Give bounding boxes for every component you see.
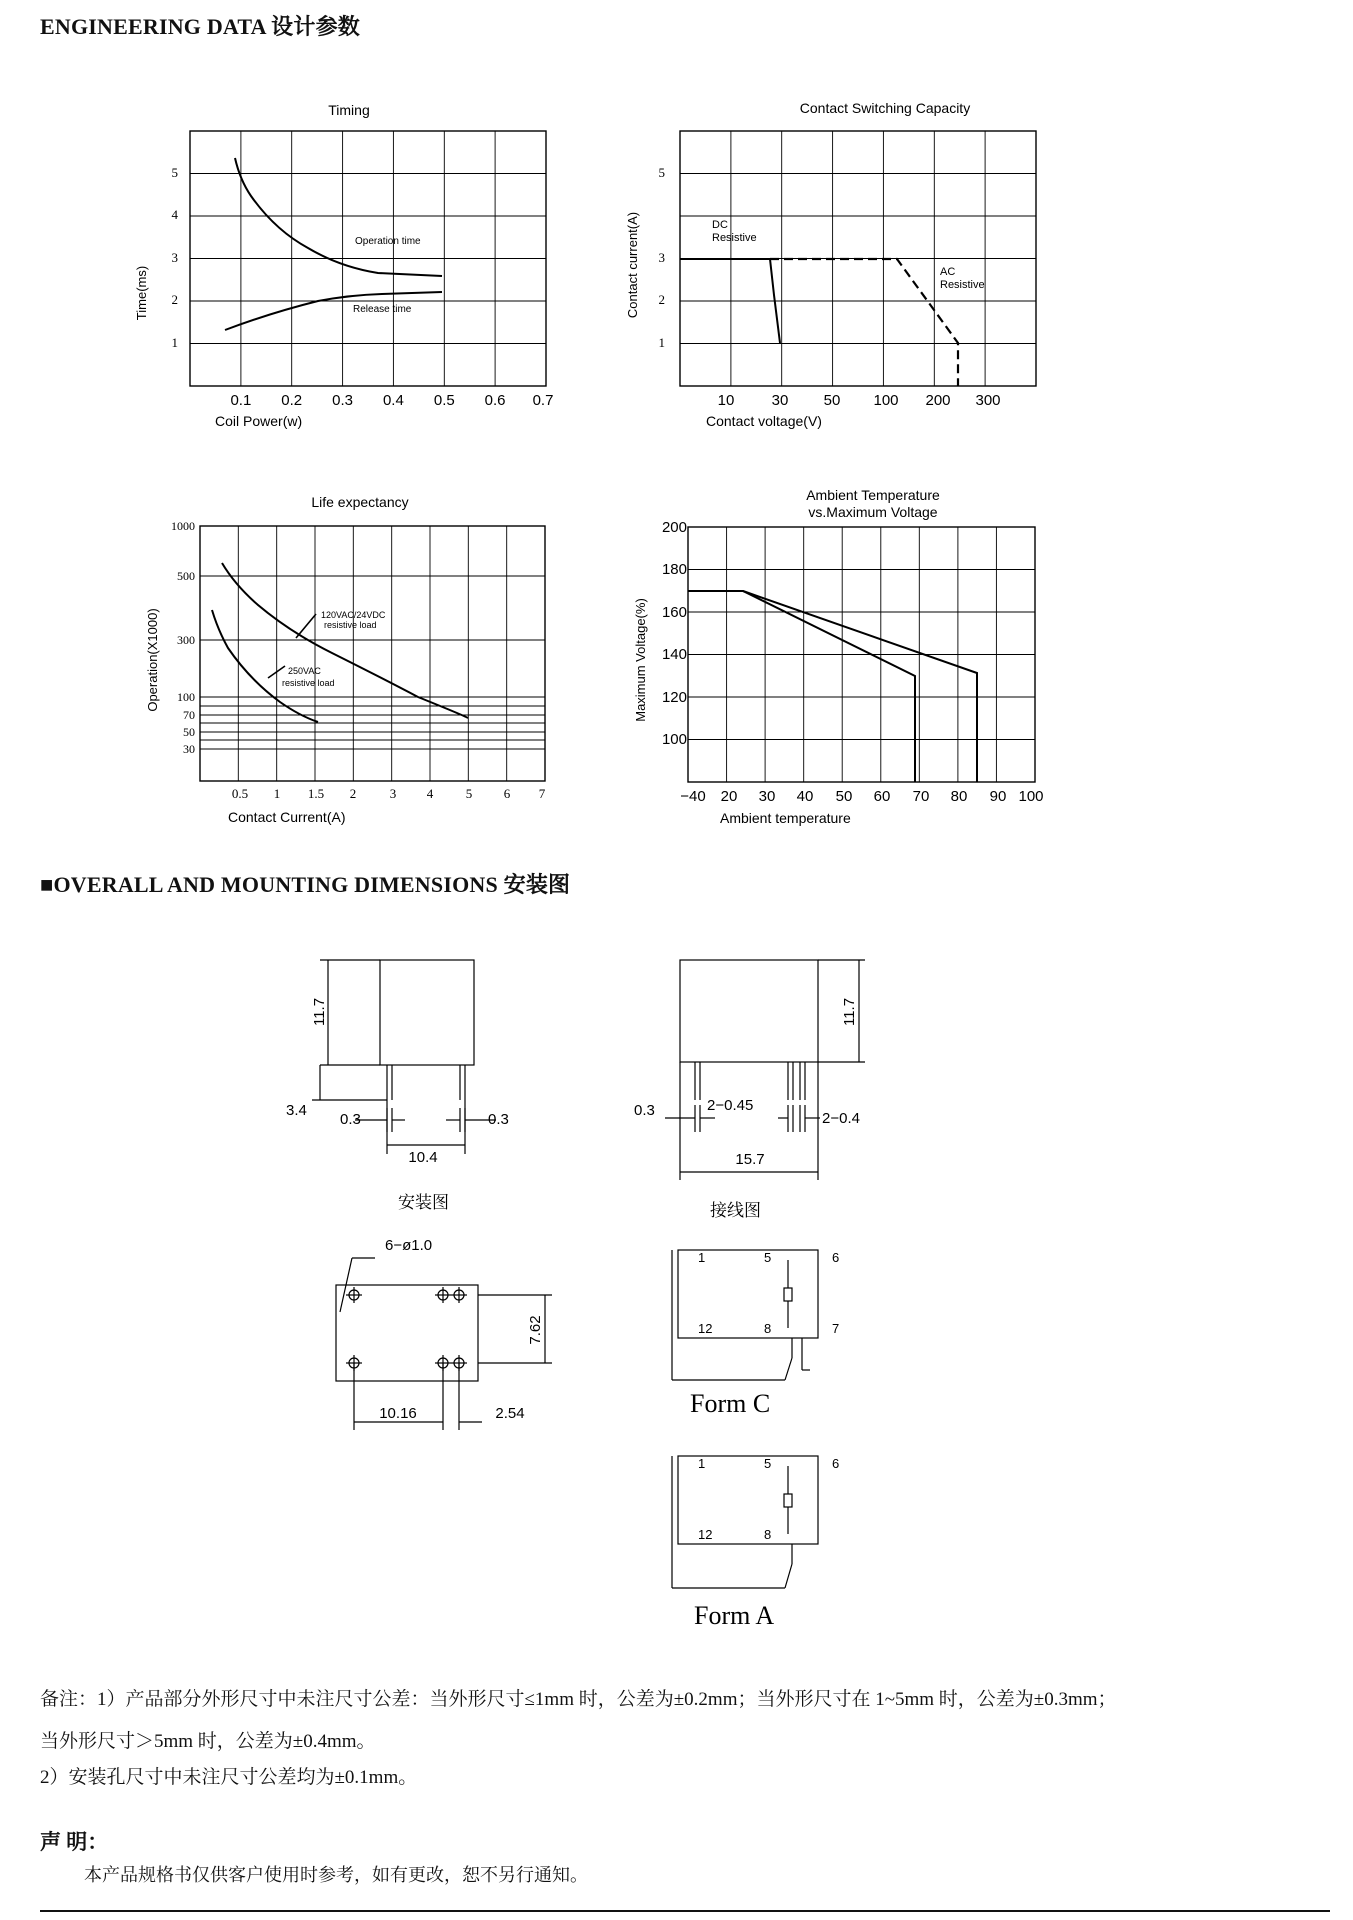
timing-ytick: 1	[171, 335, 178, 350]
ambient-temperature-chart	[625, 485, 1055, 830]
dimensions-title: ■OVERALL AND MOUNTING DIMENSIONS 安装图	[40, 872, 571, 897]
life-title: Life expectancy	[311, 494, 409, 510]
dim-holes: 6−ø1.0	[385, 1237, 433, 1254]
footer-rule	[40, 1910, 1330, 1912]
switching-title: Contact Switching Capacity	[799, 100, 971, 116]
form-c-diagram	[672, 1250, 818, 1380]
ambient-xtick: 60	[873, 788, 891, 805]
ambient-xtick: 30	[758, 788, 776, 805]
form-a-diagram	[672, 1456, 818, 1588]
dim-2-045: 2−0.45	[707, 1097, 754, 1114]
life-ytick: 1000	[171, 519, 195, 533]
timing-title: Timing	[328, 102, 370, 118]
life-120vac-line	[222, 563, 468, 718]
switching-xtick: 30	[771, 392, 789, 409]
dim-height-left: 11.7	[311, 997, 328, 1027]
dim-2-04: 2−0.4	[822, 1110, 860, 1127]
switching-ytick: 2	[658, 292, 665, 307]
life-xtick: 4	[426, 786, 434, 801]
note-line-1: 备注：1）产品部分外形尺寸中未注尺寸公差：当外形尺寸≤1mm 时，公差为±0.2mm；当外形尺寸在 1~5mm 时，公差为±0.3mm；	[40, 1689, 1117, 1710]
ac-resistive-line	[770, 259, 958, 386]
timing-xtick: 0.2	[281, 392, 303, 409]
switching-xtick: 10	[717, 392, 735, 409]
timing-ytick: 4	[171, 207, 178, 222]
timing-ytick: 5	[171, 165, 178, 180]
timing-xtick: 0.6	[484, 392, 506, 409]
life-ytick: 50	[183, 725, 195, 739]
switching-ytick: 3	[658, 250, 665, 265]
life-xtick: 2	[349, 786, 357, 801]
timing-xtick: 0.1	[230, 392, 252, 409]
declaration-title: 声 明：	[40, 1830, 109, 1854]
ambient-ytick: 160	[661, 604, 687, 621]
life-expectancy-chart	[120, 490, 580, 830]
dim-0-3-front: 0.3	[634, 1102, 655, 1119]
dim-height-right: 11.7	[841, 997, 858, 1027]
ambient-xtick: 20	[720, 788, 738, 805]
life-xtick: 6	[503, 786, 511, 801]
switching-xtick: 200	[925, 392, 951, 409]
timing-ylabel: Time(ms)	[134, 265, 149, 321]
ambient-xtick: −40	[680, 788, 706, 805]
formc-pin: 7	[832, 1321, 840, 1336]
life-xtick: 1	[273, 786, 281, 801]
relay-front-body	[680, 960, 818, 1062]
switching-xtick: 50	[823, 392, 841, 409]
life-ytick: 100	[177, 690, 195, 704]
ac-label-1: AC	[940, 266, 956, 278]
ambient-line-86	[743, 591, 977, 782]
life-annot-1: 120VAC/24VDC	[321, 610, 386, 620]
life-xlabel: Contact Current(A)	[228, 809, 346, 825]
life-xtick: 7	[538, 786, 546, 801]
relay-side-body	[380, 960, 474, 1065]
note-line-2: 当外形尺寸＞5mm 时，公差为±0.4mm。	[40, 1731, 376, 1752]
ambient-ytick: 180	[661, 561, 687, 578]
ambient-ytick: 100	[661, 731, 687, 748]
formc-pin: 6	[832, 1250, 840, 1265]
life-ytick: 70	[183, 708, 195, 722]
timing-operation-label: Operation time	[355, 236, 421, 247]
engineering-data-title: ENGINEERING DATA 设计参数	[40, 14, 360, 39]
ambient-ytick: 140	[661, 646, 687, 663]
note-line-3: 2）安装孔尺寸中未注尺寸公差均为±0.1mm。	[40, 1767, 418, 1788]
life-xtick: 5	[465, 786, 473, 801]
switching-xlabel: Contact voltage(V)	[706, 413, 822, 429]
life-xtick: 3	[389, 786, 397, 801]
ambient-ylabel: Maximum Voltage(%)	[633, 598, 648, 722]
formc-pin: 12	[698, 1321, 713, 1336]
life-xtick: 0.5	[231, 786, 249, 801]
ambient-xlabel: Ambient temperature	[720, 810, 851, 826]
timing-release-label: Release time	[353, 304, 412, 315]
caption-wiring: 接线图	[710, 1201, 761, 1220]
forma-pin: 5	[764, 1456, 772, 1471]
caption-mounting: 安装图	[398, 1193, 449, 1212]
timing-xlabel: Coil Power(w)	[215, 413, 303, 429]
ambient-ytick: 200	[661, 519, 687, 536]
switching-xtick: 300	[975, 392, 1001, 409]
dim-0-3-left: 0.3	[340, 1111, 361, 1128]
ambient-xtick: 70	[912, 788, 930, 805]
life-annot-3: 250VAC	[288, 666, 321, 676]
ambient-ytick: 120	[661, 689, 687, 706]
dim-2-54: 2.54	[495, 1405, 525, 1422]
timing-xtick: 0.5	[433, 392, 455, 409]
life-ytick: 300	[177, 633, 195, 647]
forma-pin: 1	[698, 1456, 706, 1471]
mounting-holes	[346, 1287, 467, 1371]
life-annot-4: resistive load	[282, 678, 335, 688]
ambient-title-2: vs.Maximum Voltage	[808, 504, 938, 520]
timing-ytick: 3	[171, 250, 178, 265]
dim-0-3-right: 0.3	[488, 1111, 509, 1128]
dc-label-1: DC	[712, 219, 728, 231]
ambient-xtick: 40	[796, 788, 814, 805]
life-ylabel: Operation(X1000)	[145, 608, 160, 712]
dim-7-62: 7.62	[527, 1315, 544, 1345]
timing-xtick: 0.3	[332, 392, 354, 409]
dim-10-4: 10.4	[408, 1149, 438, 1166]
formc-pin: 1	[698, 1250, 706, 1265]
life-grid	[200, 526, 545, 781]
mounting-drawings	[270, 940, 890, 1640]
switching-ytick: 1	[658, 335, 665, 350]
dim-15-7: 15.7	[735, 1151, 765, 1168]
life-ytick: 30	[183, 742, 195, 756]
formc-pin: 8	[764, 1321, 772, 1336]
formc-pin: 5	[764, 1250, 772, 1265]
dim-3-4: 3.4	[286, 1102, 307, 1119]
forma-pin: 12	[698, 1527, 713, 1542]
life-annot-2: resistive load	[324, 620, 377, 630]
timing-ytick: 2	[171, 292, 178, 307]
dc-label-2: Resistive	[712, 232, 757, 244]
switching-ylabel: Contact current(A)	[625, 211, 640, 319]
timing-grid	[190, 131, 546, 386]
life-ytick: 500	[177, 569, 195, 583]
switching-xtick: 100	[873, 392, 899, 409]
form-a-label: Form A	[694, 1601, 775, 1630]
ac-label-2: Resistive	[940, 279, 985, 291]
ambient-xtick: 50	[835, 788, 853, 805]
forma-pin: 6	[832, 1456, 840, 1471]
ambient-xtick: 100	[1018, 788, 1044, 805]
life-xtick: 1.5	[307, 786, 325, 801]
switching-capacity-chart	[620, 95, 1050, 440]
dim-10-16: 10.16	[379, 1405, 417, 1422]
timing-xtick: 0.4	[382, 392, 404, 409]
ambient-grid	[688, 527, 1035, 782]
switching-ytick: 5	[658, 165, 665, 180]
forma-pin: 8	[764, 1527, 772, 1542]
ambient-xtick: 90	[989, 788, 1007, 805]
ambient-title-1: Ambient Temperature	[806, 487, 940, 503]
timing-chart	[120, 95, 580, 440]
timing-xtick: 0.7	[532, 392, 554, 409]
declaration-text: 本产品规格书仅供客户使用时参考，如有更改，恕不另行通知。	[84, 1865, 588, 1885]
life-120vac-arrow	[296, 614, 316, 638]
form-c-label: Form C	[690, 1389, 771, 1418]
ambient-xtick: 80	[950, 788, 968, 805]
